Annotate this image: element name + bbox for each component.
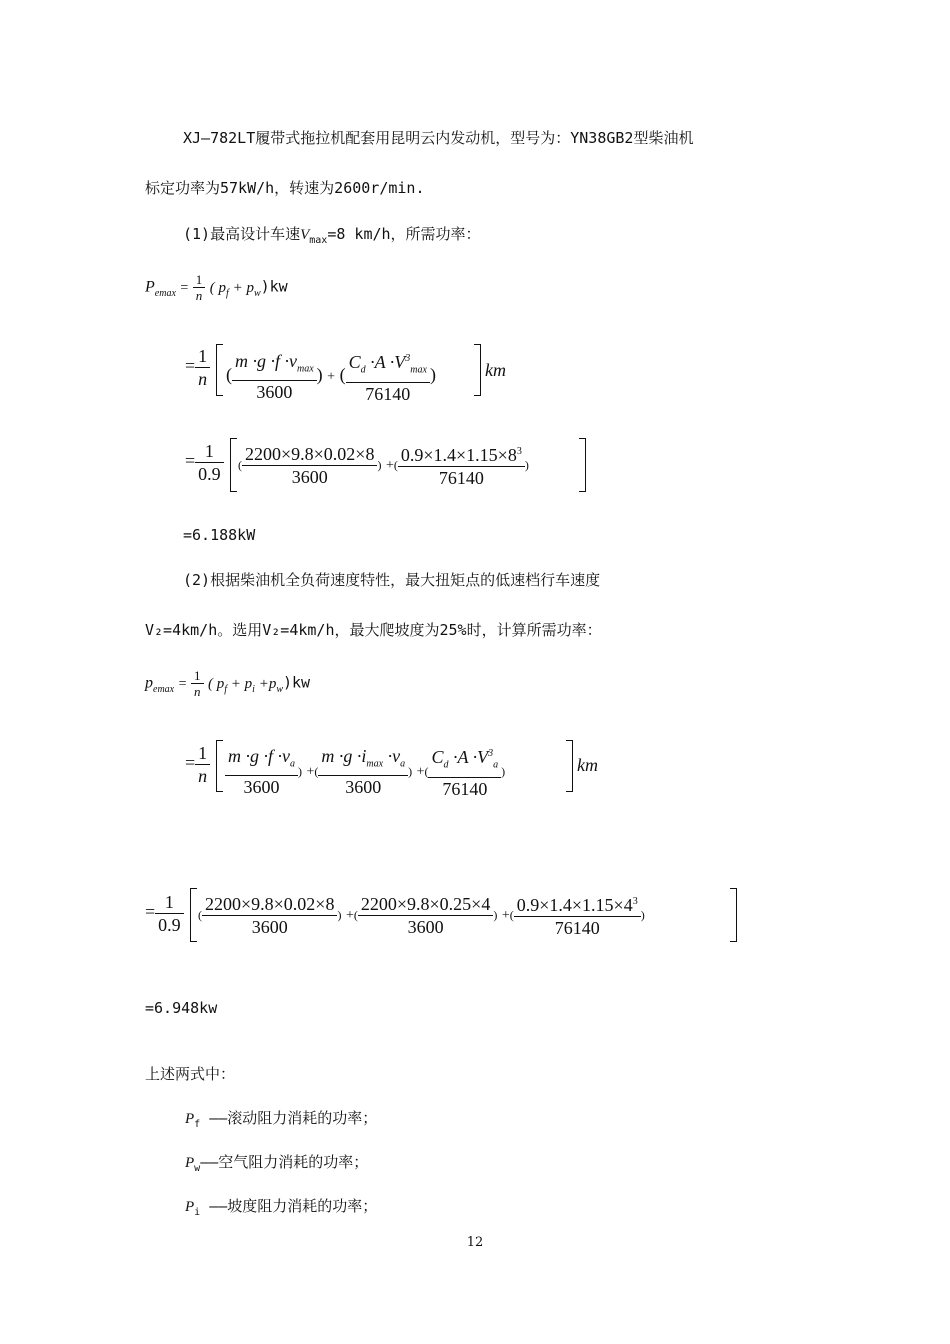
- text-segment: + p: [227, 675, 253, 692]
- denominator: 3600: [291, 466, 328, 487]
- equation-grade-terms: [225, 743, 505, 800]
- definition-text: ——坡度阻力消耗的功率；: [209, 1197, 378, 1215]
- denominator: 3600: [407, 916, 444, 937]
- paren: ): [316, 364, 323, 385]
- definition-text: ——空气阻力消耗的功率；: [200, 1153, 369, 1171]
- paren: ): [501, 764, 506, 779]
- equation-grade-expanded: [185, 742, 210, 787]
- bracket-left: [216, 740, 223, 792]
- denominator: 0.9: [198, 464, 221, 484]
- equation-pemax-general: [145, 272, 288, 303]
- fraction-air: [346, 348, 430, 405]
- paragraph-engine-model: XJ—782LT履带式拖拉机配套用昆明云内发动机，型号为：YN38GB2型柴油机: [183, 129, 694, 147]
- numerator: [428, 743, 501, 778]
- fraction-1-over-09: [155, 891, 184, 936]
- numerator: [346, 348, 430, 383]
- fraction-1-over-n: [195, 742, 210, 787]
- fraction-air-numeric: [398, 441, 525, 489]
- subscript: i: [252, 683, 255, 695]
- paren: ): [524, 458, 529, 473]
- fraction-rolling-numeric: [242, 443, 377, 488]
- equals-sign: =: [145, 901, 156, 922]
- superscript: 3: [632, 896, 638, 907]
- symbol-p: P: [145, 278, 155, 296]
- expression: [209, 279, 261, 299]
- definition-pf: [185, 1108, 377, 1135]
- equation-grade-numeric: [145, 891, 184, 936]
- bracket-right: [579, 438, 586, 492]
- denominator: 76140: [438, 468, 484, 488]
- paren: ): [298, 764, 302, 779]
- paren: (: [314, 764, 319, 779]
- plus-sign: +: [327, 369, 336, 385]
- fraction-grade: [318, 745, 408, 799]
- denominator: n: [198, 766, 208, 786]
- paren: (: [353, 908, 358, 923]
- paragraph-low-gear: (2)根据柴油机全负荷速度特性，最大扭矩点的低速档行车速度: [183, 571, 601, 589]
- fraction-1-over-n: [193, 272, 206, 303]
- paren: (: [509, 908, 514, 923]
- paren: ): [408, 764, 413, 779]
- paren: (: [198, 908, 202, 923]
- equals-sign: =: [185, 752, 196, 773]
- text-segment: C: [348, 352, 361, 372]
- text-segment: ( p: [208, 675, 225, 692]
- text-segment: +p: [254, 675, 277, 692]
- subscript: d: [360, 364, 366, 376]
- fraction-air: [428, 743, 501, 800]
- text-segment: ·A ·V: [365, 352, 406, 372]
- expression: [208, 675, 283, 695]
- text-segment: 0.9×1.4×1.15×8: [400, 445, 517, 465]
- unit: )kw: [283, 673, 311, 692]
- definition-pw: [185, 1152, 368, 1179]
- paren: ): [337, 908, 342, 923]
- subscript: i: [194, 1207, 201, 1218]
- fraction-rolling: [225, 745, 298, 799]
- result-2: =6.948kw: [145, 999, 218, 1017]
- text-segment: m ·g ·f ·v: [228, 745, 290, 766]
- paren: (: [238, 458, 242, 473]
- numerator: 1: [193, 272, 206, 288]
- subscript: a: [290, 758, 295, 770]
- symbol-p: P: [185, 1155, 195, 1171]
- denominator: 76140: [365, 383, 411, 404]
- plus-sign: +: [501, 908, 510, 924]
- equals-sign: =: [185, 450, 196, 471]
- bracket-left: [216, 344, 223, 396]
- denominator: 3600: [251, 916, 288, 937]
- numerator: [232, 350, 317, 382]
- numerator: 2200×9.8×0.25×4: [358, 893, 493, 916]
- equals-sign: =: [185, 355, 196, 376]
- subscript: w: [253, 287, 261, 299]
- superscript: 3: [405, 353, 411, 364]
- subscript: max: [410, 364, 427, 376]
- numerator: 1: [195, 345, 210, 368]
- subscript: w: [276, 683, 283, 695]
- superscript: 3: [516, 446, 522, 457]
- plus-sign: +: [385, 458, 394, 474]
- denominator: 3600: [345, 777, 382, 798]
- unit: )kw: [260, 277, 288, 296]
- denominator: 3600: [243, 777, 280, 798]
- text-segment: ( p: [209, 279, 227, 296]
- symbol-p: p: [145, 674, 153, 692]
- fraction-rolling: [232, 350, 317, 404]
- superscript: 3: [488, 748, 494, 759]
- text-segment: + p: [228, 279, 254, 296]
- denominator: n: [195, 288, 203, 303]
- fraction-1-over-09: [195, 440, 224, 485]
- plus-sign: +: [345, 908, 354, 924]
- text-segment: m ·g ·f ·v: [235, 350, 297, 371]
- subscript: emax: [153, 684, 175, 696]
- subscript: max: [297, 363, 314, 375]
- subscript: f: [194, 1119, 201, 1130]
- fraction-air-numeric: [514, 891, 641, 939]
- bracket-left: [230, 438, 237, 492]
- denominator: 76140: [442, 778, 488, 799]
- plus-sign: +: [416, 764, 425, 780]
- text-segment: =8 km/h，所需功率：: [327, 225, 481, 243]
- subscript: a: [400, 758, 406, 770]
- equation-pemax-grade-general: [145, 668, 310, 699]
- bracket-right: [566, 740, 573, 792]
- paragraph-max-speed: [183, 224, 481, 251]
- numerator: 2200×9.8×0.02×8: [202, 893, 337, 916]
- paren: ): [493, 908, 498, 923]
- text-segment: (1)最高设计车速: [183, 225, 301, 243]
- equals-sign: =: [178, 676, 187, 692]
- paragraph-grade: V₂=4km/h。选用V₂=4km/h，最大爬坡度为25%时，计算所需功率：: [145, 621, 602, 639]
- bracket-left: [190, 888, 197, 942]
- page-number: 12: [466, 1235, 484, 1250]
- subscript: f: [226, 287, 229, 299]
- denominator: n: [194, 684, 201, 699]
- bracket-right: [474, 344, 481, 396]
- fraction-1-over-n: [195, 345, 210, 390]
- numerator: [318, 745, 408, 777]
- numerator: 2200×9.8×0.02×8: [242, 443, 377, 466]
- symbol-v: V: [300, 227, 310, 243]
- paren: ): [377, 458, 382, 473]
- fraction-1-over-n: [191, 668, 204, 699]
- text-segment: ·v: [383, 745, 401, 766]
- paren: ): [429, 364, 436, 385]
- numerator: 1: [195, 440, 224, 463]
- fraction-grade-numeric: [358, 893, 493, 938]
- equation-pemax-expanded: [185, 345, 210, 390]
- equation-pemax-terms: [226, 348, 436, 405]
- symbol-p: P: [185, 1199, 195, 1215]
- definitions-heading: 上述两式中：: [145, 1065, 236, 1083]
- equation-numeric-terms: [238, 441, 529, 489]
- symbol-p: P: [185, 1111, 195, 1127]
- equation-pemax-numeric: [185, 440, 224, 485]
- numerator: [225, 745, 298, 777]
- subscript: max: [309, 235, 328, 246]
- paragraph-rated-power: 标定功率为57kW/h，转速为2600r/min.: [145, 179, 425, 197]
- plus-sign: +: [306, 764, 315, 780]
- subscript: emax: [154, 288, 176, 300]
- numerator: [514, 891, 641, 917]
- denominator: n: [198, 369, 208, 389]
- subscript: max: [366, 758, 384, 770]
- bracket-right: [730, 888, 737, 942]
- subscript: d: [443, 759, 449, 771]
- equals-sign: =: [180, 280, 189, 296]
- text-segment: C: [431, 747, 444, 767]
- subscript: w: [194, 1163, 201, 1174]
- fraction-rolling-numeric: [202, 893, 337, 938]
- paren: ): [640, 908, 645, 923]
- text-segment: ·A ·V: [448, 747, 489, 767]
- text-segment: m ·g ·i: [321, 745, 367, 766]
- denominator: 76140: [554, 918, 600, 938]
- paren: (: [424, 764, 429, 779]
- equation-grade-numeric-terms: [198, 891, 645, 939]
- paren: (: [226, 364, 232, 385]
- unit-km: km: [577, 755, 598, 775]
- denominator: 3600: [256, 382, 293, 403]
- numerator: [398, 441, 525, 467]
- text-segment: 0.9×1.4×1.15×4: [516, 895, 633, 915]
- numerator: 1: [195, 742, 210, 765]
- definition-pi: [185, 1196, 377, 1223]
- unit-km: km: [485, 360, 506, 380]
- paren: (: [339, 364, 346, 385]
- subscript: a: [493, 759, 499, 771]
- denominator: 0.9: [158, 915, 181, 935]
- definition-text: ——滚动阻力消耗的功率；: [209, 1109, 378, 1127]
- numerator: 1: [155, 891, 184, 914]
- paren: (: [393, 458, 398, 473]
- subscript: f: [224, 683, 228, 695]
- numerator: 1: [191, 668, 204, 684]
- result-1: =6.188kW: [183, 526, 256, 544]
